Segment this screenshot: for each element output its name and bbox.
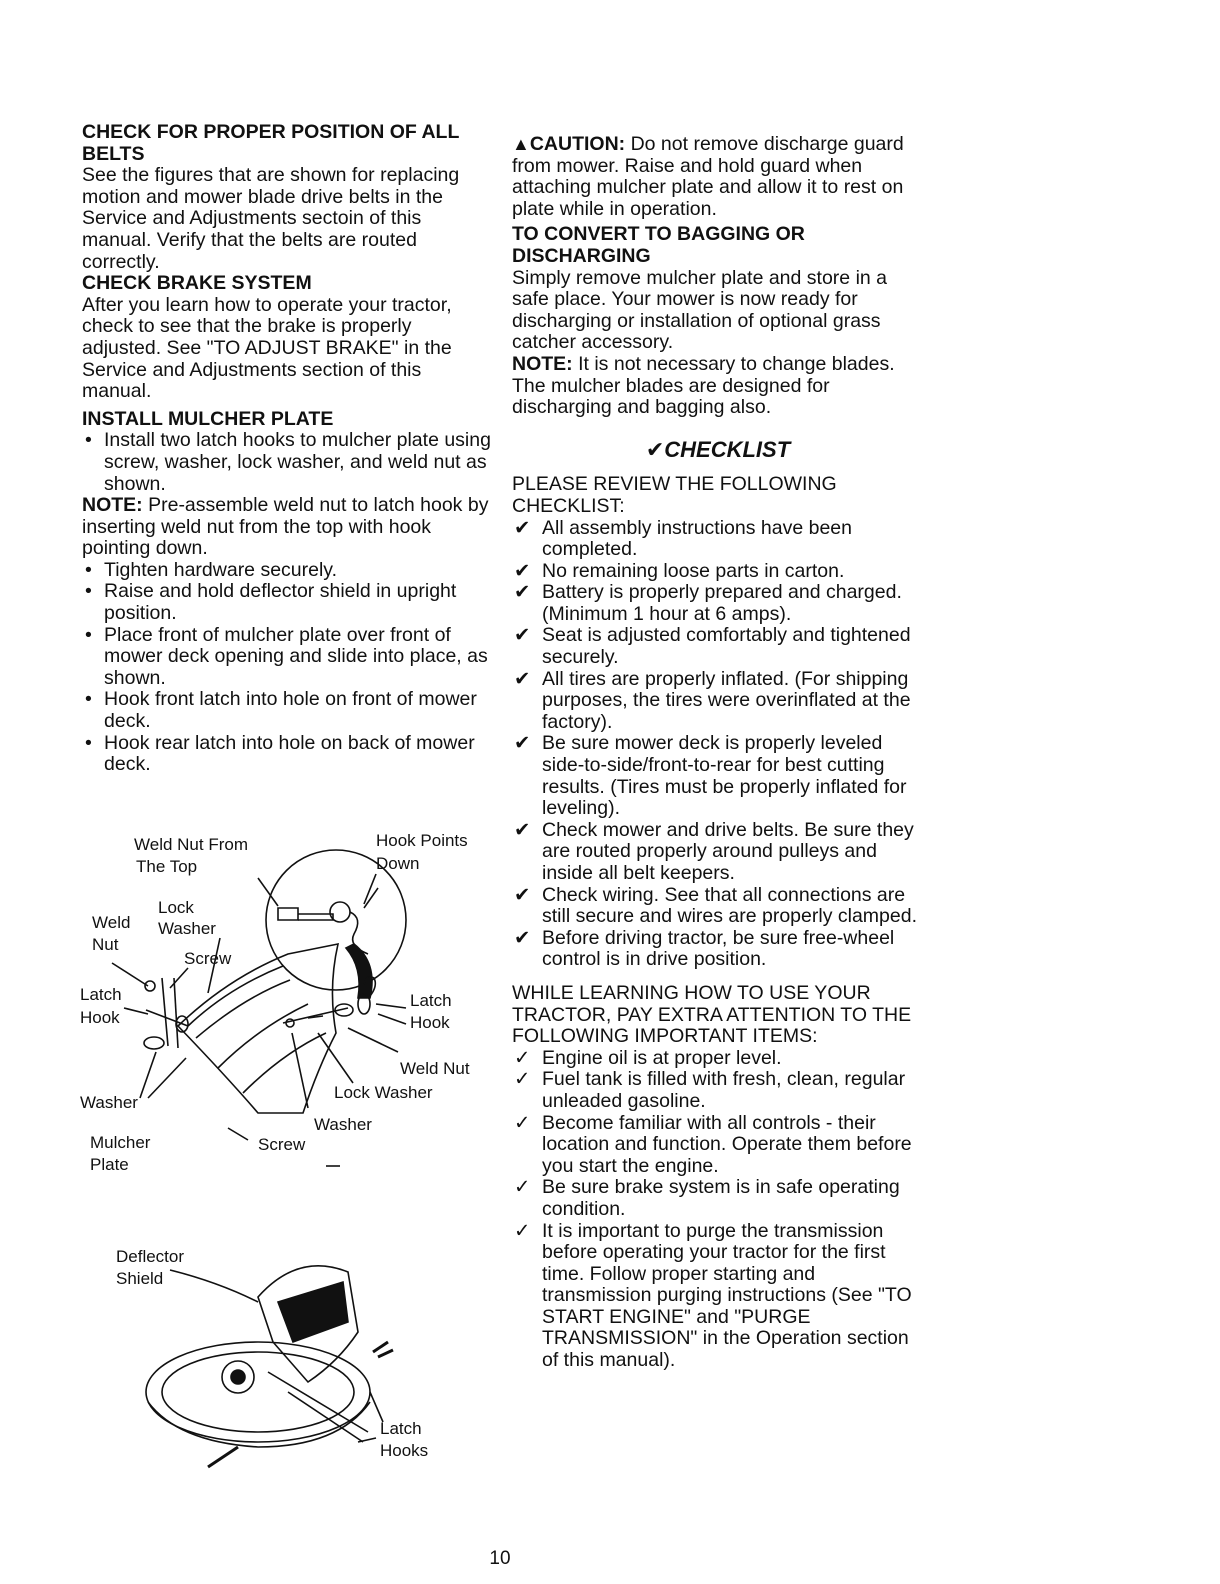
checkmark-icon: ✔ xyxy=(514,732,531,755)
list-item: ✔ Check wiring. See that all connections are still secure and wires are properly clamped. xyxy=(514,883,917,928)
list-item: ✔ All tires are properly inflated. (For shipping purposes, the tires were overinflated at the factory). xyxy=(514,667,911,733)
list-item: ✓ Be sure brake system is in safe operating condition. xyxy=(514,1176,900,1220)
learning-intro: WHILE LEARNING HOW TO USE YOUR TRACTOR, PAY EXTRA ATTENTION TO THE FOLLOWING IMPORTANT ITEMS: xyxy=(512,981,912,1048)
label-latch-right: Latch xyxy=(410,991,452,1010)
label-latch: Latch xyxy=(80,985,122,1004)
label-down: Down xyxy=(376,854,420,873)
mower-deck xyxy=(146,1342,370,1442)
label-lock: Lock xyxy=(158,898,194,917)
checkmark-icon: ✔ xyxy=(514,581,531,604)
label-weld-nut-right: Weld Nut xyxy=(400,1059,470,1078)
checkmark-icon: ✔ xyxy=(514,667,531,690)
label-lock-washer-right: Lock Washer xyxy=(334,1083,433,1102)
convert-text: Simply remove mulcher plate and store in a safe place. Your mower is now ready for discharging or installation of optional grass catcher accessory. xyxy=(512,266,888,354)
mulcher-note xyxy=(82,495,492,560)
mulcher-plate-figure xyxy=(78,828,490,1188)
belts-text: See the figures that are shown for replacing motion and mower blade drive belts in the Service and Adjustments sectoin of this manual. Verify that the belts are routed correctly. xyxy=(82,164,460,273)
belts-heading: CHECK FOR PROPER POSITION OF ALL BELTS xyxy=(82,121,460,165)
right-column xyxy=(512,134,924,1372)
label-the-top: The Top xyxy=(136,857,198,876)
list-item: ✔ Seat is adjusted comfortably and tightened securely. xyxy=(514,624,911,669)
convert-heading: TO CONVERT TO BAGGING OR DISCHARGING xyxy=(512,223,805,267)
label-weld-nut-from: Weld Nut From xyxy=(134,835,248,854)
page-number: 10 xyxy=(489,1548,511,1569)
mulcher-heading: INSTALL MULCHER PLATE xyxy=(82,407,334,430)
warning-triangle-icon: ▲ xyxy=(512,134,530,154)
list-item: ✔ Before driving tractor, be sure free-wheel control is in drive position. xyxy=(514,926,895,971)
brake-text: After you learn how to operate your tractor, check to see that the brake is properly adjusted. See "TO ADJUST BRAKE" in the Service and Adjustments section of this manual. xyxy=(82,293,452,403)
caution-paragraph xyxy=(512,134,924,220)
label-screw: Screw xyxy=(184,949,232,968)
label-washer-bottom: Washer xyxy=(314,1115,372,1134)
checkmark-icon: ✓ xyxy=(514,1111,531,1134)
list-item: ✓ Become familiar with all controls - their location and function. Operate them before you start the engine. xyxy=(514,1111,912,1177)
label-shield: Shield xyxy=(116,1269,164,1288)
list-item: • Raise and hold deflector shield in upright position. xyxy=(82,581,492,624)
label-hook: Hook xyxy=(80,1008,120,1027)
note-text: It is not necessary to change blades. The mulcher blades are designed for discharging and bagging also. xyxy=(512,352,895,419)
list-item: • Hook front latch into hole on front of mower deck. xyxy=(82,689,492,732)
list-item: ✔ Battery is properly prepared and charged. (Minimum 1 hour at 6 amps). xyxy=(514,581,902,625)
list-item: ✓ Fuel tank is filled with fresh, clean, regular unleaded gasoline. xyxy=(514,1068,906,1112)
checkmark-icon: ✔ xyxy=(514,624,531,647)
label-nut: Nut xyxy=(92,935,119,954)
checkmark-icon: ✓ xyxy=(514,1068,531,1091)
note-text: Pre-assemble weld nut to latch hook by inserting weld nut from the top with hook pointing down. xyxy=(82,494,489,560)
label-lock-washer: Washer xyxy=(158,919,216,938)
list-item: • Tighten hardware securely. xyxy=(82,560,492,582)
mulcher-steps-2 xyxy=(82,560,492,776)
right-note xyxy=(512,354,924,419)
caution-text: Do not remove discharge guard from mower. Raise and hold guard when attaching mulcher plate and allow it to rest on plate while in operation. xyxy=(512,133,904,220)
checklist xyxy=(512,518,924,971)
checkmark-icon: ✓ xyxy=(514,1219,531,1242)
list-item: ✔ All assembly instructions have been completed. xyxy=(514,516,852,561)
list-item: ✔ Be sure mower deck is properly leveled side-to-side/front-to-rear for best cutting results. (Tires must be properly inflated for leveling). xyxy=(514,732,907,820)
checkmark-icon: ✓ xyxy=(514,1176,531,1199)
list-item: ✔ Check mower and drive belts. Be sure they are routed properly around pulleys and inside all belt keepers. xyxy=(514,818,914,884)
note-label: NOTE: xyxy=(82,494,143,517)
brake-heading: CHECK BRAKE SYSTEM xyxy=(82,272,312,295)
checkmark-icon: ✔ xyxy=(514,883,531,906)
label-washer-left: Washer xyxy=(80,1093,138,1112)
label-mulcher: Mulcher xyxy=(90,1133,151,1152)
label-plate: Plate xyxy=(90,1155,129,1174)
list-item: • Place front of mulcher plate over front of mower deck opening and slide into place, as shown. xyxy=(82,625,492,690)
caution-label: CAUTION: xyxy=(529,133,626,155)
list-item: • Hook rear latch into hole on back of mower deck. xyxy=(82,733,492,776)
list-item: ✔ No remaining loose parts in carton. xyxy=(514,559,845,582)
label-screw-bottom: Screw xyxy=(258,1135,306,1154)
label-hook-points: Hook Points xyxy=(376,831,468,850)
important-items xyxy=(512,1048,924,1372)
list-item: ✓ Engine oil is at proper level. xyxy=(514,1046,782,1069)
mulcher-steps-1 xyxy=(82,430,492,495)
checkmark-icon: ✓ xyxy=(514,1046,531,1069)
deflector-shield-figure xyxy=(108,1242,453,1477)
checkmark-icon: ✔ xyxy=(645,436,665,462)
checklist-title: ✔CHECKLIST xyxy=(645,436,791,462)
label-deflector: Deflector xyxy=(116,1247,185,1266)
label-hook-right: Hook xyxy=(410,1013,450,1032)
checkmark-icon: ✔ xyxy=(514,926,531,949)
note-label: NOTE: xyxy=(512,352,573,375)
checkmark-icon: ✔ xyxy=(514,516,531,539)
mulcher-plate xyxy=(178,944,338,1113)
checkmark-icon: ✔ xyxy=(514,559,531,582)
review-intro: PLEASE REVIEW THE FOLLOWING CHECKLIST: xyxy=(512,473,837,517)
label-latch-hooks-1: Latch xyxy=(380,1419,422,1438)
list-item: • Install two latch hooks to mulcher plate using screw, washer, lock washer, and weld nut as shown. xyxy=(82,430,492,495)
list-item: ✓ It is important to purge the transmission before operating your tractor for the first time. Follow proper starting and transmission purging instructions (See "TO START ENGINE" and "PURGE TRANSMISSION" in the Operation section of this manual). xyxy=(514,1219,912,1372)
label-weld: Weld xyxy=(92,913,131,932)
checkmark-icon: ✔ xyxy=(514,818,531,841)
left-column xyxy=(82,122,492,776)
label-latch-hooks-2: Hooks xyxy=(380,1441,429,1460)
